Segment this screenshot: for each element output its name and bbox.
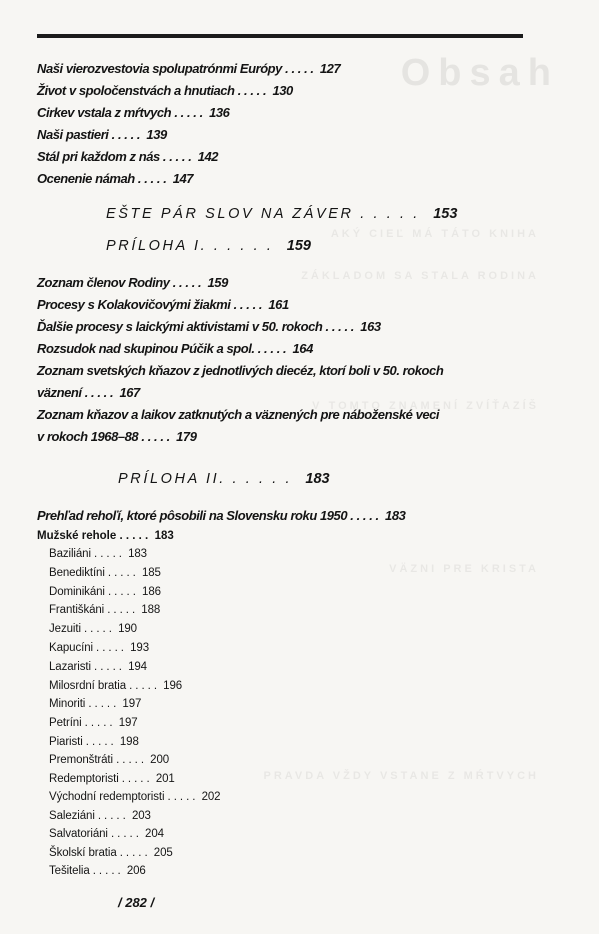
appendix-entry-page: 164 bbox=[292, 341, 313, 356]
toc-entry-text: Naši vierozvestovia spolupatrónmi Európy . . . . . bbox=[37, 61, 314, 76]
order-page: 185 bbox=[141, 567, 161, 579]
order-entry bbox=[49, 659, 147, 676]
appendix-entry bbox=[37, 318, 381, 335]
mens-orders-page: 183 bbox=[154, 530, 174, 542]
order-page: 197 bbox=[122, 698, 142, 710]
appendix-entry-text: Zoznam kňazov a laikov zatknutých a väznených pre náboženské veci bbox=[37, 407, 440, 422]
order-page: 196 bbox=[163, 680, 183, 692]
appendix-entry-text: Ďalšie procesy s laickými aktivistami v 50. rokoch . . . . . bbox=[37, 319, 354, 334]
appendix-entry-text: Procesy s Kolakovičovými žiakmi . . . . . bbox=[37, 297, 263, 312]
toc-entry bbox=[37, 170, 193, 187]
section-heading-priloha-1 bbox=[106, 238, 311, 255]
order-entry bbox=[49, 584, 161, 601]
appendix-entry-page: 159 bbox=[207, 275, 228, 290]
top-rule bbox=[37, 34, 523, 38]
toc-entry-text: Život v spoločenstvách a hnutiach . . . . . bbox=[37, 83, 267, 98]
show-through-line: AKÝ CIEĽ MÁ TÁTO KNIHA bbox=[330, 228, 539, 240]
order-name: Tešitelia . . . . . bbox=[49, 865, 121, 877]
order-name: Premonštráti . . . . . bbox=[49, 754, 144, 766]
section-heading-text: PRÍLOHA I. . . . . . bbox=[106, 238, 274, 254]
appendix-entry-text: väznení . . . . . bbox=[37, 385, 114, 400]
order-name: Východní redemptoristi . . . . . bbox=[49, 791, 196, 803]
order-entry bbox=[49, 696, 141, 713]
section-heading-priloha-2 bbox=[118, 471, 330, 488]
order-name: Kapucíni . . . . . bbox=[49, 642, 124, 654]
order-entry bbox=[49, 771, 175, 788]
order-entry bbox=[49, 826, 164, 843]
appendix-entry bbox=[37, 296, 289, 313]
order-name: Piaristi . . . . . bbox=[49, 736, 114, 748]
order-page: 186 bbox=[142, 586, 161, 598]
order-page: 198 bbox=[119, 736, 139, 748]
order-name: Milosrdní bratia . . . . . bbox=[49, 680, 157, 692]
order-name: Lazaristi . . . . . bbox=[49, 661, 122, 673]
order-page: 201 bbox=[155, 773, 175, 785]
order-entry bbox=[49, 845, 173, 862]
toc-entry-page: 130 bbox=[272, 83, 293, 98]
toc-entry-page: 142 bbox=[197, 149, 219, 164]
order-entry bbox=[49, 546, 147, 563]
toc-entry-page: 147 bbox=[172, 171, 194, 186]
show-through-line: V TOMTO ZNAMENÍ ZVÍŤAZÍŠ bbox=[312, 400, 539, 412]
order-page: 202 bbox=[201, 791, 221, 803]
appendix-entry bbox=[37, 406, 439, 423]
order-entry bbox=[49, 752, 169, 769]
section-heading-zaver bbox=[106, 206, 457, 223]
order-name: Baziliáni . . . . . bbox=[49, 548, 122, 560]
order-name: Redemptoristi . . . . . bbox=[49, 773, 150, 785]
order-name: Saleziáni . . . . . bbox=[49, 810, 126, 822]
order-name: Benediktíni . . . . . bbox=[49, 567, 136, 579]
toc-entry bbox=[37, 126, 167, 143]
order-entry bbox=[49, 640, 149, 657]
toc-entry bbox=[37, 82, 293, 99]
appendix-entry bbox=[37, 384, 140, 401]
toc-entry-page: 136 bbox=[209, 105, 230, 120]
show-through-title: Obsah bbox=[400, 52, 559, 94]
order-page: 203 bbox=[131, 810, 151, 822]
order-page: 194 bbox=[128, 661, 147, 673]
order-entry bbox=[49, 602, 160, 619]
orders-overview-entry bbox=[37, 507, 405, 524]
orders-overview-page: 183 bbox=[385, 508, 406, 523]
mens-orders-heading bbox=[37, 528, 174, 545]
appendix-entry-page: 161 bbox=[268, 297, 289, 312]
order-name: Petríni . . . . . bbox=[49, 717, 113, 729]
section-heading-text: PRÍLOHA II. . . . . . bbox=[118, 471, 293, 487]
appendix-entry bbox=[37, 362, 443, 379]
show-through-line: ZÁKLADOM SA STALA RODINA bbox=[301, 270, 539, 282]
toc-entry bbox=[37, 60, 340, 77]
appendix-entry-page: 179 bbox=[176, 429, 197, 444]
toc-entry-page: 139 bbox=[146, 127, 167, 142]
toc-entry-text: Ocenenie námah . . . . . bbox=[37, 171, 167, 186]
order-page: 188 bbox=[141, 604, 161, 616]
section-heading-text: EŠTE PÁR SLOV NA ZÁVER . . . . . bbox=[106, 206, 420, 222]
order-entry bbox=[49, 621, 137, 638]
order-entry bbox=[49, 789, 220, 806]
show-through-line: PRAVDA VŽDY VSTANE Z MŔTVYCH bbox=[263, 770, 539, 782]
toc-entry-page: 127 bbox=[319, 61, 341, 76]
appendix-entry-page: 163 bbox=[360, 319, 381, 334]
order-entry bbox=[49, 734, 139, 751]
order-entry bbox=[49, 863, 146, 880]
order-entry bbox=[49, 678, 182, 695]
order-page: 183 bbox=[128, 548, 147, 560]
appendix-entry bbox=[37, 274, 228, 291]
mens-orders-text: Mužské rehole . . . . . bbox=[37, 530, 149, 542]
section-heading-page: 183 bbox=[305, 471, 330, 487]
order-page: 206 bbox=[126, 865, 146, 877]
order-entry bbox=[49, 715, 138, 732]
appendix-entry-page: 167 bbox=[119, 385, 140, 400]
toc-entry-text: Cirkev vstala z mŕtvych . . . . . bbox=[37, 105, 203, 120]
section-heading-page: 153 bbox=[433, 206, 458, 222]
order-page: 190 bbox=[118, 623, 137, 635]
order-page: 197 bbox=[118, 717, 138, 729]
page-number: / 282 / bbox=[118, 895, 155, 910]
section-heading-page: 159 bbox=[286, 238, 311, 254]
order-name: Školskí bratia . . . . . bbox=[49, 847, 148, 859]
appendix-entry bbox=[37, 428, 197, 445]
appendix-entry-text: Zoznam členov Rodiny . . . . . bbox=[37, 275, 202, 290]
appendix-entry-text: Rozsudok nad skupinou Púčik a spol. . . . . . bbox=[37, 341, 287, 356]
appendix-entry-text: v rokoch 1968–88 . . . . . bbox=[37, 429, 170, 444]
toc-entry-text: Stál pri každom z nás . . . . . bbox=[37, 149, 192, 164]
order-page: 200 bbox=[150, 754, 170, 766]
order-page: 193 bbox=[130, 642, 149, 654]
order-name: Jezuiti . . . . . bbox=[49, 623, 112, 635]
order-page: 204 bbox=[145, 828, 164, 840]
order-entry bbox=[49, 808, 151, 825]
appendix-entry bbox=[37, 340, 313, 357]
toc-entry bbox=[37, 104, 229, 121]
order-name: Minoriti . . . . . bbox=[49, 698, 117, 710]
order-page: 205 bbox=[153, 847, 173, 859]
order-name: Františkáni . . . . . bbox=[49, 604, 136, 616]
orders-overview-text: Prehľad rehoľí, ktoré pôsobili na Slovensku roku 1950 . . . . . bbox=[37, 508, 379, 523]
order-entry bbox=[49, 565, 161, 582]
order-name: Dominikáni . . . . . bbox=[49, 586, 136, 598]
order-name: Salvatoriáni . . . . . bbox=[49, 828, 139, 840]
appendix-entry-text: Zoznam svetských kňazov z jednotlivých diecéz, ktorí boli v 50. rokoch bbox=[37, 363, 444, 378]
toc-entry-text: Naši pastieri . . . . . bbox=[37, 127, 141, 142]
toc-entry bbox=[37, 148, 218, 165]
show-through-line: VÄZNI PRE KRISTA bbox=[389, 563, 539, 575]
